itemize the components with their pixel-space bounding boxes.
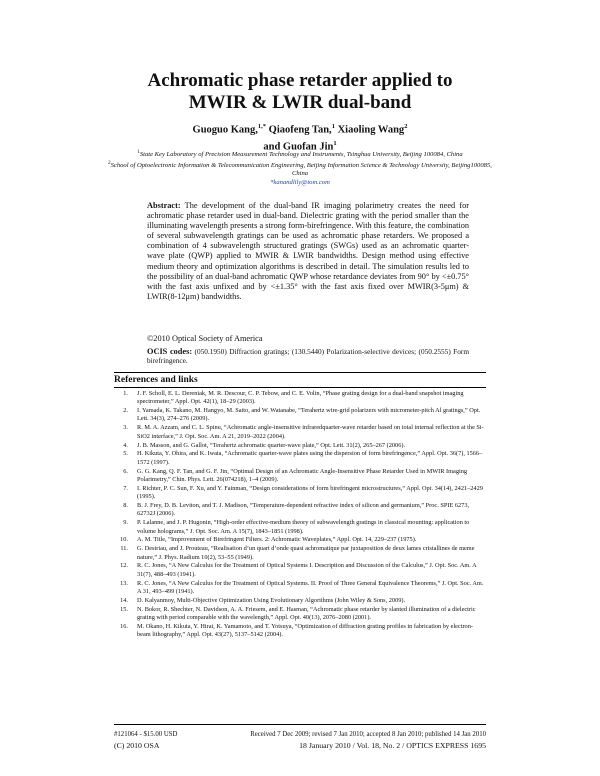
references-list xyxy=(114,390,486,640)
reference-text: D. Kalyanmoy, Multi-Objective Optimization Using Evolutionary Algorithms (John Wiley & Sons, 2009). xyxy=(137,596,406,604)
osa-copyright: (C) 2010 OSA xyxy=(114,741,160,750)
email-link[interactable]: *kanandlily@tom.com xyxy=(270,178,330,186)
reference-number: 15. xyxy=(120,605,128,613)
reference-text: I. Richter, P. C. Sun, F. Xu, and Y. Fainman, “Design considerations of form birefringent microstructures,” Appl. Opt. 34(14), 2421–2429 (1995). xyxy=(137,484,483,501)
reference-item xyxy=(114,442,486,450)
reference-text: N. Bokor, R. Shechter, N. Davidson, A. A. Friesem, and E. Hasman, “Achromatic phase retarder by slanted illumination of a dielectric grating with period comparable with the wavelength,” Appl. Opt. 40(13), 2076–2080 (2001). xyxy=(137,605,476,622)
reference-text: I. Yamada, K. Takano, M. Hangyo, M. Saito, and W. Watanabe, “Terahertz wire-grid polarizers with micrometer-pitch Al gratings,” Opt. Lett. 34(3), 274–276 (2009). xyxy=(137,407,481,423)
reference-number: 14. xyxy=(120,596,128,604)
reference-text: G. G. Kang, Q. F. Tan, and G. F. Jin, “Optimal Design of an Achromatic Angle-Insensitive Phase Retarder Used in MWIR Imaging Polarimetry,” Chin. Phys. Lett. 26(074218), 1–4 (2009). xyxy=(137,467,468,483)
ocis-text: (050.1950) Diffraction gratings; (130.5440) Polarization-selective devices; (050.2555) Form birefringence. xyxy=(147,347,469,365)
journal-citation: 18 January 2010 / Vol. 18, No. 2 / OPTICS EXPRESS 1695 xyxy=(299,741,486,750)
author-superscript: 1 xyxy=(333,139,337,147)
copyright-notice: ©2010 Optical Society of America xyxy=(147,334,263,343)
reference-number: 4. xyxy=(123,441,128,449)
article-id: #121064 - $15.00 USD xyxy=(114,731,178,738)
reference-number: 10. xyxy=(120,536,128,544)
references-rule xyxy=(114,387,486,388)
reference-text: R. C. Jones, “A New Calculus for the Treatment of Optical Systems. II. Proof of Three General Equivalence Theorems,” J. Opt. Soc. Am. A 31, 493–499 (1941). xyxy=(137,579,484,595)
reference-number: 12. xyxy=(120,562,128,570)
author-name: Guoguo Kang, xyxy=(192,124,258,136)
abstract-text: The development of the dual-band IR imaging polarimetry creates the need for achromatic phase retarder used in dual-band. Dielectric grating with the period smaller than the illuminating wavelength presents a strong form-birefringence. With this feature, the combination of several subwavelength gratings can be used as achromatic phase retarders. We proposed a combination of 4 subwavelength structured gratings (SWGs) used as an achromatic quarter-wave plate (QWP) applied to MWIR & LWIR bandwidths. Design method using effective medium theory and optimization algorithms is described in detail. The simulation results led to the possibility of an dual-band achromatic QWP whose retardance deviates from 90° by <±0.75° with the fast axis unfixed and by <±1.35° with the fast axis fixed over MWIR(3-5μm) & LWIR(8-12μm) bandwidths. xyxy=(147,201,469,301)
affiliation-superscript: 1 xyxy=(137,150,140,155)
ocis-label: OCIS codes: xyxy=(147,347,193,356)
reference-text: H. Kikuta, Y. Ohira, and K. Iwata, “Achromatic quarter-wave plates using the dispersion of form birefringence,” Appl. Opt. 36(7), 1566–1572 (1997). xyxy=(137,450,483,466)
title-line-1: Achromatic phase retarder applied to xyxy=(147,70,453,91)
author-line-1 xyxy=(0,120,600,137)
reference-item xyxy=(114,606,486,623)
reference-item xyxy=(114,519,486,536)
affiliation-2 xyxy=(100,160,500,179)
reference-number: 1. xyxy=(123,390,128,397)
reference-number: 13. xyxy=(120,579,128,587)
affiliation-text: State Key Laboratory of Precision Measurement Technology and Instruments, Tsinghua University, Beijing 100084, China xyxy=(139,151,463,159)
reference-item xyxy=(114,597,486,605)
references-heading: References and links xyxy=(114,375,198,385)
reference-text: G. Destriau, and J. Prouteau, “Realisation d’un quart d’onde quasi achromatique par juxtaposition de deux lames cristallines de meme nature,” J. Phys. Radium 10(2), 53–55 (1949). xyxy=(137,545,475,561)
reference-item xyxy=(114,485,486,502)
reference-item xyxy=(114,424,486,441)
top-rule xyxy=(114,372,486,373)
reference-item xyxy=(114,562,486,579)
author-superscript: 1 xyxy=(331,123,335,130)
abstract xyxy=(147,201,469,302)
reference-text: J. B. Masson, and G. Gallot, “Terahertz achromatic quarter-wave plate,” Opt. Lett. 31(2), 265–267 (2006). xyxy=(137,441,406,449)
author-name: and Guofan Jin xyxy=(263,141,334,152)
reference-text: R. C. Jones, “A New Calculus for the Treatment of Optical Systems I. Description and Discussion of the Calculus,” J. Opt. Soc. Am. A 31(7), 488–493 (1941). xyxy=(137,562,477,578)
reference-number: 6. xyxy=(123,467,128,475)
reference-text: J. F. Scholl, E. L. Dereniak, M. R. Descour, C. P. Tebow, and C. E. Volin, “Phase grating design for a dual-band snapshot imaging spectrometer,” Appl. Opt. 42(1), 18–29 (2003). xyxy=(137,390,464,406)
reference-number: 16. xyxy=(120,622,128,630)
reference-text: M. Okano, H. Kikuta, Y. Hirai, K. Yamamoto, and T. Yotsuya, “Optimization of diffraction grating profiles in fabrication by electron-beam lithography,” Appl. Opt. 43(27), 5137–5142 (2004). xyxy=(137,622,473,639)
reference-text: P. Lalanne, and J. P. Hugonin, “High-order effective-medium theory of subwavelength gratings in classical mounting: application to volume holograms,” J. Opt. Soc. Am. A 15(7), 1843–1851 (1998). xyxy=(137,519,470,535)
reference-item xyxy=(114,468,486,485)
reference-number: 8. xyxy=(123,502,128,510)
reference-item xyxy=(114,623,486,640)
affiliation-1 xyxy=(100,149,500,160)
reference-number: 9. xyxy=(123,519,128,527)
abstract-label: Abstract: xyxy=(147,201,181,210)
affiliation-text: School of Optoelectronic Information & Telecommunication Engineering, Beijing Information Science & Technology University, Beijing100085, China xyxy=(110,161,492,178)
reference-item xyxy=(114,580,486,597)
reference-number: 7. xyxy=(123,484,128,492)
reference-item xyxy=(114,407,486,424)
title-line-2: MWIR & LWIR dual-band xyxy=(188,92,412,113)
reference-item xyxy=(114,390,486,407)
reference-item xyxy=(114,536,486,544)
reference-number: 5. xyxy=(123,450,128,458)
footer-rule xyxy=(114,724,486,725)
reference-text: A. M. Title, “Improvement of Birefringent Filters. 2: Achromatic Waveplates,” Appl. Opt. 14, 229–237 (1975). xyxy=(137,536,417,544)
affiliations xyxy=(100,149,500,187)
author-name: Xiaoling Wang xyxy=(334,124,405,136)
paper-title xyxy=(0,70,600,114)
affiliation-superscript: 2 xyxy=(108,160,111,166)
ocis-codes xyxy=(147,348,469,366)
reference-text: B. J. Frey, D. B. Leviton, and T. J. Madison, “Temperature-dependent refractive index of silicon and germanium,” Proc. SPIE 6273, 62732J (2006). xyxy=(137,502,470,518)
author-superscript: 2 xyxy=(404,123,408,130)
author-superscript: 1,* xyxy=(257,123,267,130)
reference-text: R. M. A. Azzam, and C. L. Spinu, “Achromatic angle-insensitive infraredquarter-wave retarder based on total internal reflection at the Si-SiO2 interface,” J. Opt. Soc. Am. A 21, 2019–2022 (2004). xyxy=(137,424,484,440)
reference-item xyxy=(114,502,486,519)
reference-number: 11. xyxy=(120,545,128,553)
reference-number: 3. xyxy=(123,424,128,432)
reference-item xyxy=(114,450,486,467)
reference-number: 2. xyxy=(123,407,128,415)
author-name: Qiaofeng Tan, xyxy=(266,124,332,136)
received-dates: Received 7 Dec 2009; revised 7 Jan 2010; accepted 8 Jan 2010; published 14 Jan 2010 xyxy=(250,731,486,738)
reference-item xyxy=(114,545,486,562)
